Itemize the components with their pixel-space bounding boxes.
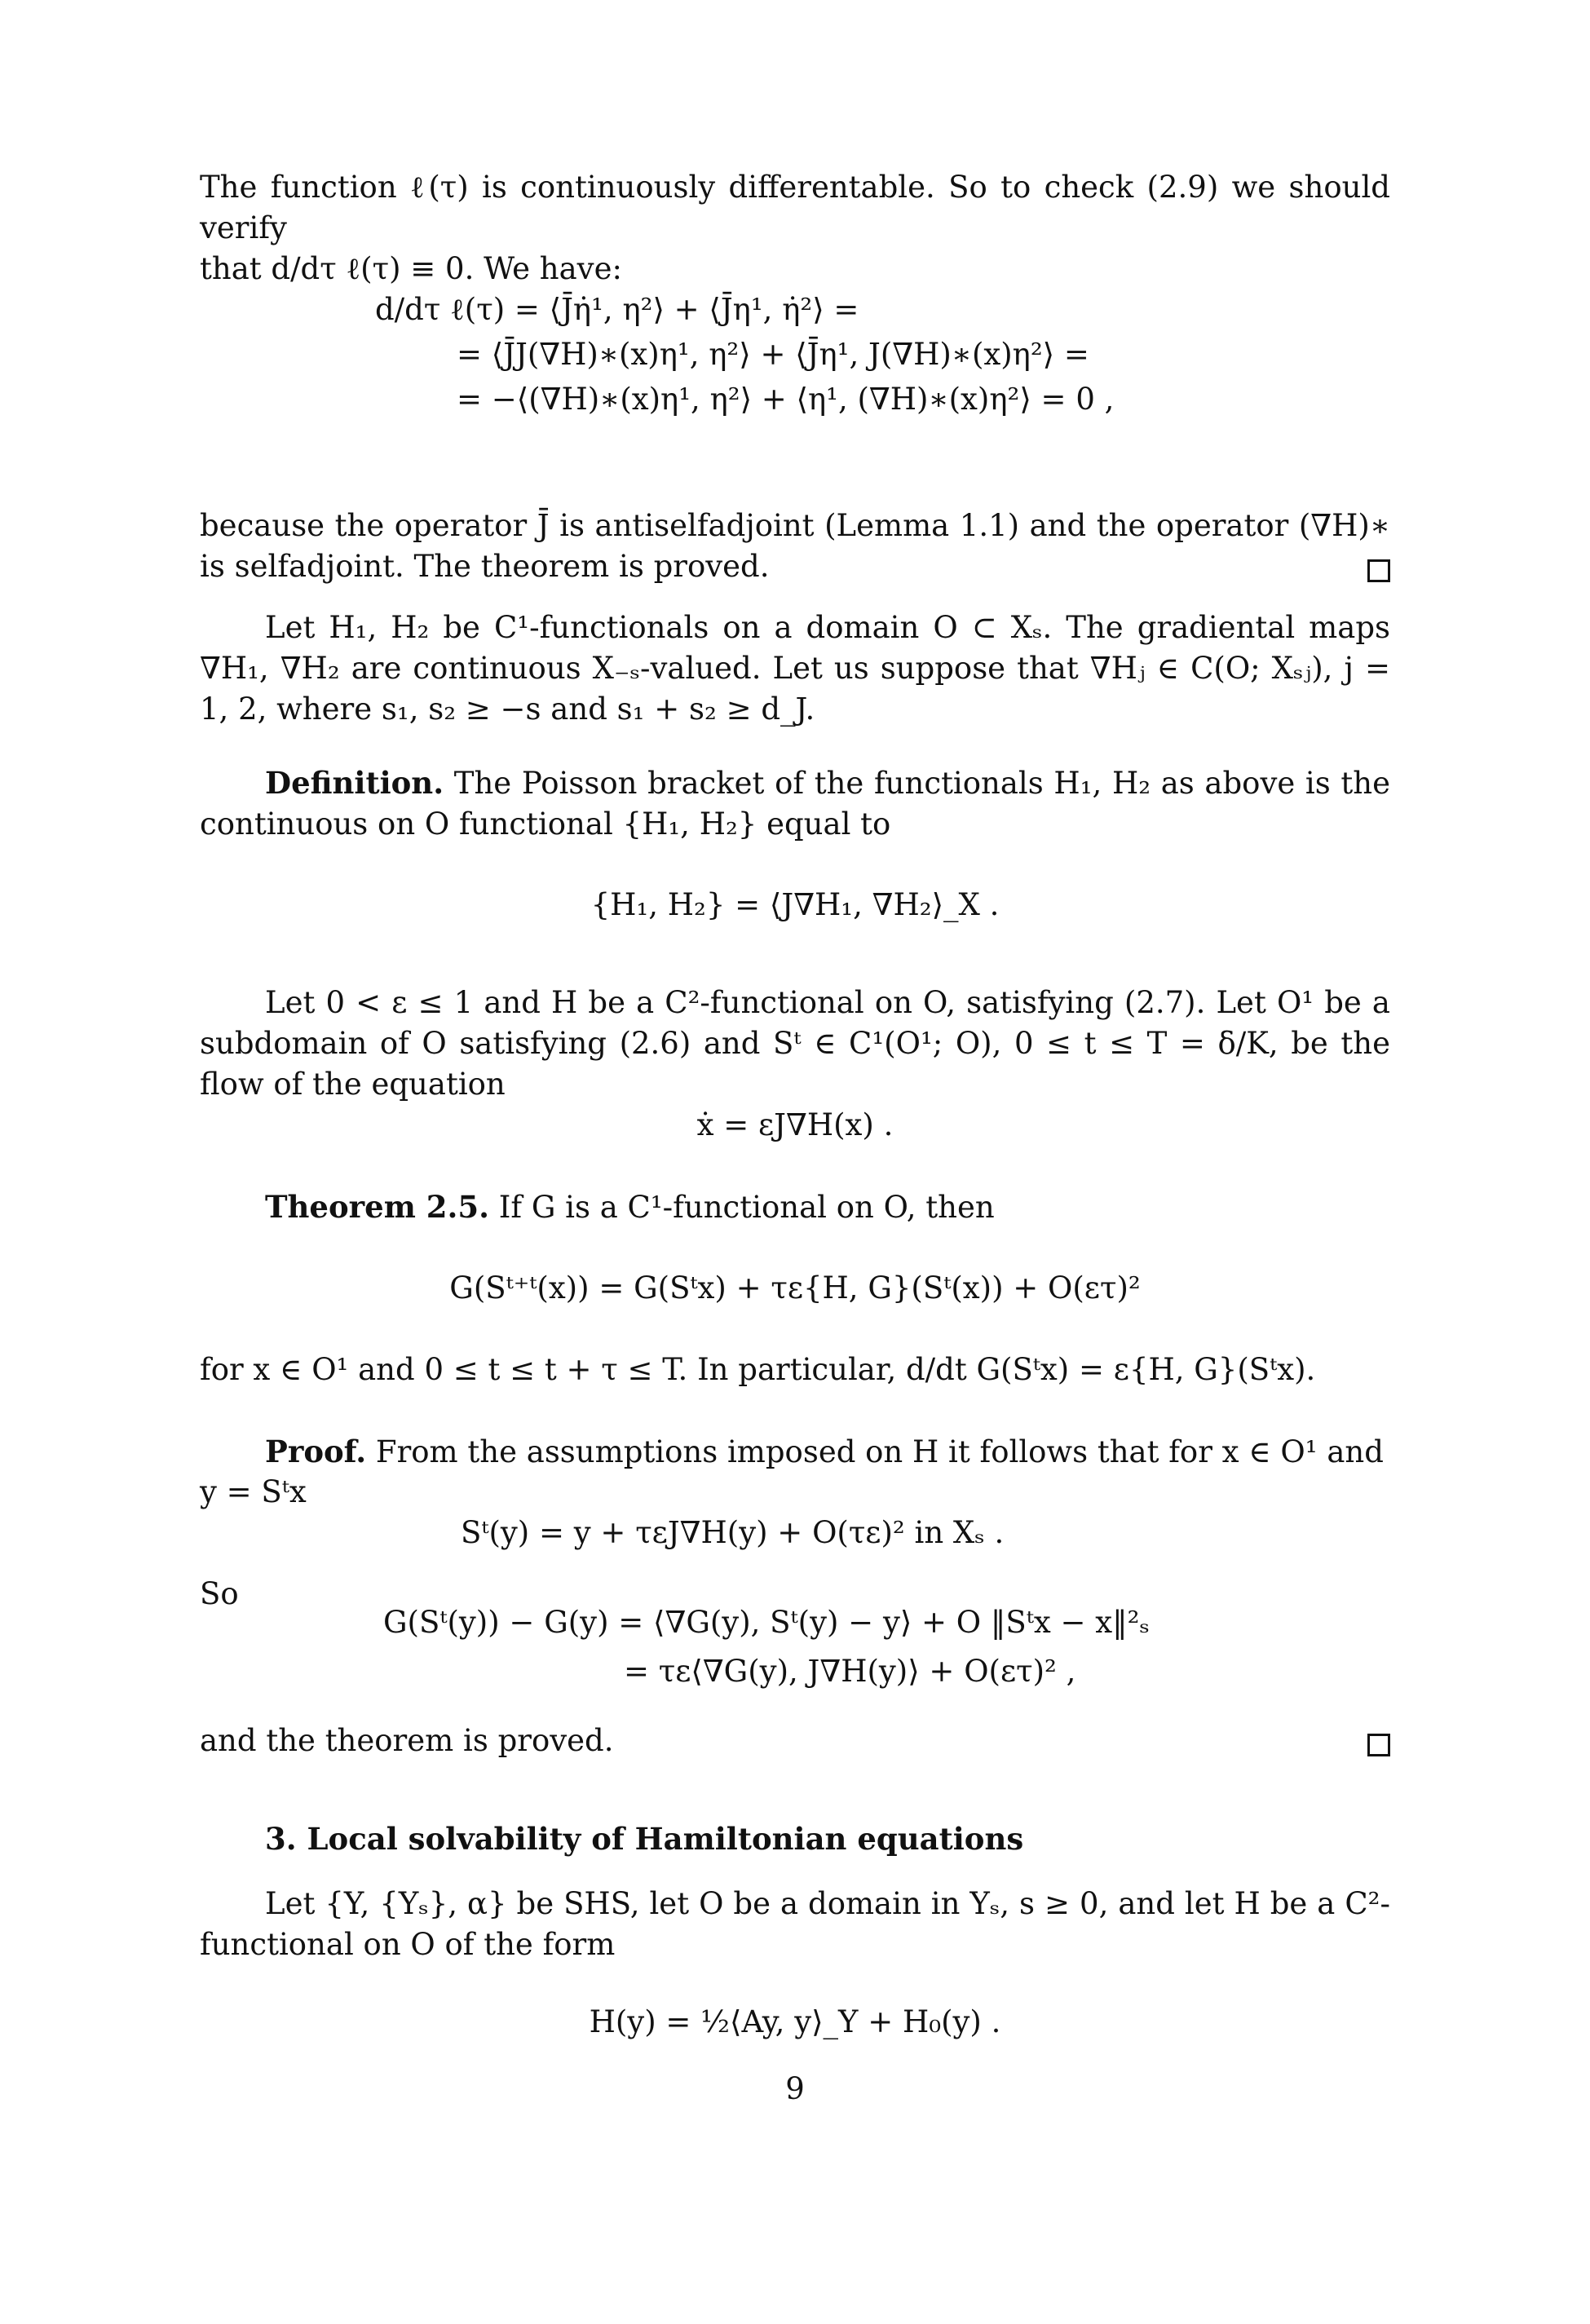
for-x-paragraph: for x ∈ O¹ and 0 ≤ t ≤ t + τ ≤ T. In particular, d/dt G(Sᵗx) = ε{H, G}(Sᵗx). bbox=[200, 1352, 1316, 1387]
definition-paragraph bbox=[200, 762, 1390, 845]
equation-poisson-bracket: {H₁, H₂} = ⟨J∇H₁, ∇H₂⟩_X . bbox=[590, 887, 1000, 922]
proof-text: From the assumptions imposed on H it follows that for x ∈ O¹ and bbox=[375, 1434, 1384, 1469]
equation-derivative-line-2: = ⟨J̄J(∇H)∗(x)η¹, η²⟩ + ⟨J̄η¹, J(∇H)∗(x)η²⟩ = bbox=[457, 337, 1089, 372]
proof-line-2: y = Sᵗx bbox=[200, 1474, 307, 1509]
equation-so-line-2: = τε⟨∇G(y), J∇H(y)⟩ + O(ετ)² , bbox=[624, 1654, 1076, 1689]
equation-final: H(y) = ½⟨Ay, y⟩_Y + H₀(y) . bbox=[589, 2004, 1001, 2039]
theorem-text: If G is a C¹-functional on O, then bbox=[498, 1190, 995, 1225]
equation-theorem: G(Sᵗ⁺ᵗ(x)) = G(Sᵗx) + τε{H, G}(Sᵗ(x)) + O(ετ)² bbox=[449, 1270, 1141, 1306]
theorem-2-5 bbox=[200, 1186, 1390, 1228]
because-paragraph bbox=[200, 506, 1390, 587]
definition-label: Definition. bbox=[265, 765, 444, 801]
and-proved-text: and the theorem is proved. bbox=[200, 1723, 614, 1758]
theorem-label: Theorem 2.5. bbox=[265, 1189, 489, 1225]
proof-label: Proof. bbox=[265, 1434, 367, 1469]
qed-square-icon bbox=[1367, 559, 1390, 582]
section-title: 3. Local solvability of Hamiltonian equations bbox=[265, 1821, 1024, 1857]
because-text: because the operator J̄ is antiselfadjoint (Lemma 1.1) and the operator (∇H)∗ is selfadjoint. The theorem is proved. bbox=[200, 508, 1390, 584]
intro-paragraph bbox=[200, 167, 1390, 289]
equation-derivative-line-3: = −⟨(∇H)∗(x)η¹, η²⟩ + ⟨η¹, (∇H)∗(x)η²⟩ = 0 , bbox=[457, 382, 1115, 417]
let-epsilon-paragraph: Let 0 < ε ≤ 1 and H be a C²-functional on O, satisfying (2.7). Let O¹ be a subdomain of O satisfying (2.6) and Sᵗ ∈ C¹(O¹; O), 0 ≤ t ≤ T = δ/K, be the flow of the equation bbox=[200, 985, 1390, 1102]
intro-line-1: The function ℓ(τ) is continuously differentable. So to check (2.9) we should verify bbox=[200, 170, 1390, 245]
definition-text: The Poisson bracket of the functionals H₁, H₂ as above is the continuous on O functional {H₁, H₂} equal to bbox=[200, 766, 1390, 842]
and-proved-paragraph bbox=[200, 1721, 1390, 1761]
equation-derivative-line-1: d/dτ ℓ(τ) = ⟨J̄η̇¹, η²⟩ + ⟨J̄η¹, η̇²⟩ = bbox=[375, 292, 859, 327]
page-number: 9 bbox=[785, 2071, 805, 2106]
intro-line-2: that d/dτ ℓ(τ) ≡ 0. We have: bbox=[200, 251, 622, 286]
equation-flow: ẋ = εJ∇H(x) . bbox=[696, 1107, 894, 1142]
equation-so-line-1: G(Sᵗ(y)) − G(y) = ⟨∇G(y), Sᵗ(y) − y⟩ + O ‖Sᵗx − x‖²ₛ bbox=[383, 1605, 1150, 1640]
equation-proof: Sᵗ(y) = y + τεJ∇H(y) + O(τε)² in Xₛ . bbox=[461, 1515, 1005, 1550]
let-h1-h2-paragraph: Let H₁, H₂ be C¹-functionals on a domain O ⊂ Xₛ. The gradiental maps ∇H₁, ∇H₂ are continuous X₋ₛ-valued. Let us suppose that ∇Hⱼ ∈ C(O; Xₛⱼ), j = 1, 2, where s₁, s₂ ≥ −s and s₁ + s₂ ≥ d_J. bbox=[200, 610, 1390, 727]
so-label: So bbox=[200, 1576, 239, 1611]
qed-square-icon-2 bbox=[1367, 1734, 1390, 1756]
let-shs-paragraph: Let {Y, {Yₛ}, α} be SHS, let O be a domain in Yₛ, s ≥ 0, and let H be a C²-functional on O of the form bbox=[200, 1886, 1390, 1962]
proof-paragraph bbox=[200, 1431, 1390, 1473]
